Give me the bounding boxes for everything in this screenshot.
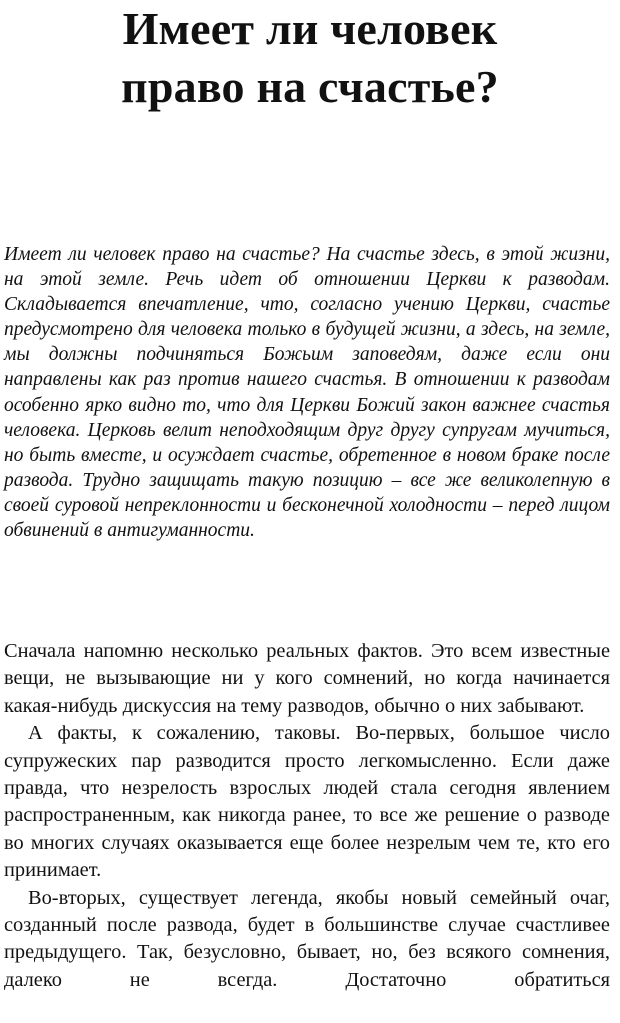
body-paragraph: Сначала напомню несколько реальных фактов. Это всем известные вещи, не вызывающие ни у кого сомнений, но когда начинается какая-нибудь дискуссия на тему разводов, обычно о них забывают. (4, 640, 610, 717)
body-paragraph: А факты, к сожалению, таковы. Во-первых, большое число супружеских пар разводится просто легкомысленно. Если даже правда, что незрелость взрослых людей стала сегодня явлением распространенным, как никогда ранее, то все же решение о разводе во многих случаях оказывается еще более незрелым чем те, кто его принимает. (4, 722, 610, 882)
epigraph-paragraph: Имеет ли человек право на счастье? На счастье здесь, в этой жизни, на этой земле. Речь идет об отношении Церкви к разводам. Складывается впечатление, что, согласно учению Церкви, счастье предусмотрено для человека только в будущей жизни, а здесь, на земле, мы должны подчиняться Божьим заповедям, даже если они направлены как раз против нашего счастья. В отношении к разводам особенно ярко видно то, что для Церкви Божий закон важнее счастья человека. Церковь велит неподходящим друг другу супругам мучиться, но быть вместе, и осуждает счастье, обретенное в новом браке после развода. Трудно защищать такую позицию – все же великолепную в своей суровой непреклонности и бесконечной холодности – перед лицом обвинений в антигуманности. (4, 244, 610, 542)
body-text (4, 638, 610, 994)
chapter-title-line: право на счастье? (121, 61, 499, 112)
chapter-title (0, 0, 620, 116)
body-paragraph: Во-вторых, существует легенда, якобы новый семейный очаг, созданный после развода, будет в большинстве случае счастливее предыдущего. Так, безусловно, бывает, но, без всякого сомнения, далеко не всегда. Достаточно обратиться (4, 886, 610, 991)
chapter-title-line: Имеет ли человек (122, 3, 498, 54)
